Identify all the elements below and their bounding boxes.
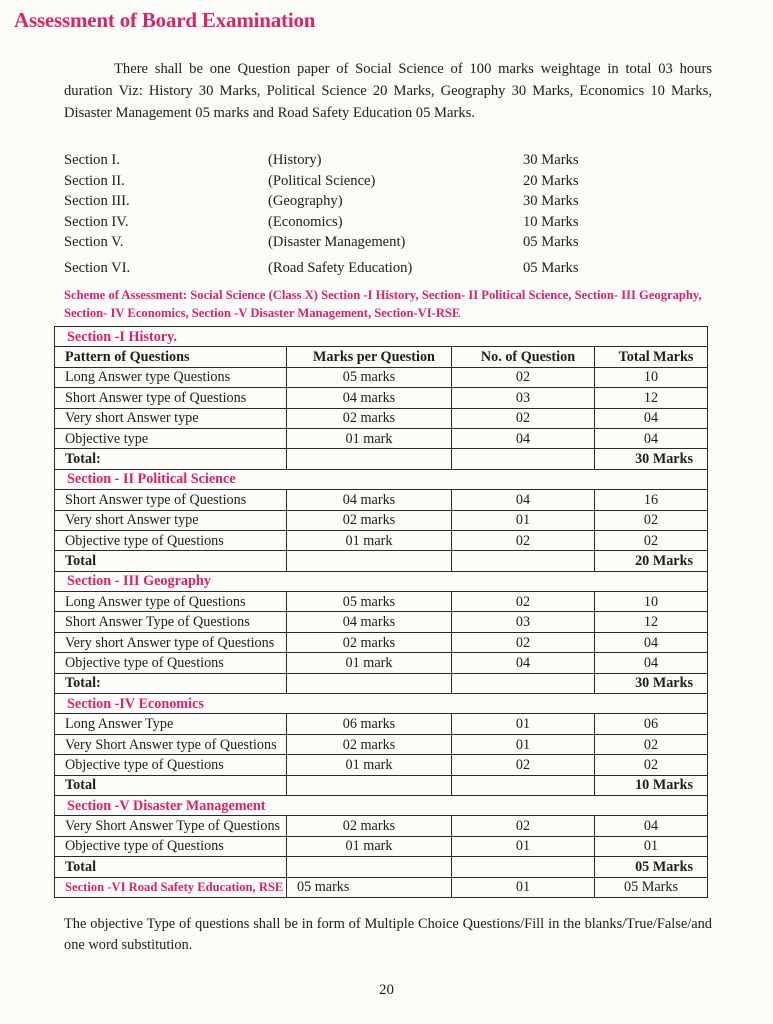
table-row xyxy=(55,816,708,836)
section-row xyxy=(64,193,624,214)
cell: 12 xyxy=(595,612,708,632)
cell: 04 xyxy=(595,408,708,428)
total-label: Total xyxy=(55,775,287,795)
cell: 01 mark xyxy=(287,530,452,550)
cell: 06 marks xyxy=(287,714,452,734)
section-name: Section IV. xyxy=(64,213,129,230)
total-label: Total xyxy=(55,857,287,877)
cell: 02 xyxy=(452,408,595,428)
total-row xyxy=(55,449,708,469)
cell: 05 marks xyxy=(287,367,452,387)
cell: Short Answer type of Questions xyxy=(55,490,287,510)
section-title-row xyxy=(55,795,708,815)
table-row xyxy=(55,592,708,612)
cell: 04 xyxy=(452,490,595,510)
cell xyxy=(287,551,452,571)
total-value: 20 Marks xyxy=(595,551,708,571)
section-title: Section - III Geography xyxy=(55,571,708,591)
table-row xyxy=(55,877,708,897)
section-row xyxy=(64,260,624,281)
page-number: 20 xyxy=(379,982,394,998)
section-subject: (Geography) xyxy=(268,193,343,209)
cell xyxy=(287,775,452,795)
cell: Very Short Answer Type of Questions xyxy=(55,816,287,836)
cell: 02 marks xyxy=(287,510,452,530)
intro-text: There shall be one Question paper of Social Science of 100 marks weightage in total 03 hours duration Viz: History 30 Marks, Political Science 20 Marks, Geography 30 Marks, Economics 10 Marks, Disaster Management 05 marks and Road Safety Education 05 Marks. xyxy=(64,61,712,121)
section-row xyxy=(64,152,624,173)
section-marks: 30 Marks xyxy=(523,193,579,209)
intro-paragraph xyxy=(64,58,712,124)
cell: 02 marks xyxy=(287,408,452,428)
cell: 05 Marks xyxy=(595,877,708,897)
table-row xyxy=(55,388,708,408)
marks-table xyxy=(54,326,708,898)
section-subject: (Economics) xyxy=(268,213,343,230)
cell xyxy=(452,449,595,469)
cell xyxy=(452,673,595,693)
cell: 04 xyxy=(595,632,708,652)
section-title-row xyxy=(55,469,708,489)
section-row xyxy=(64,173,624,194)
column-header: Pattern of Questions xyxy=(55,347,287,367)
section-name: Section III. xyxy=(64,193,130,209)
cell xyxy=(287,449,452,469)
table-row xyxy=(55,836,708,856)
table-row xyxy=(55,734,708,754)
cell xyxy=(452,551,595,571)
cell: 02 xyxy=(595,755,708,775)
section-list xyxy=(64,152,624,280)
cell: 05 marks xyxy=(287,877,452,897)
footnote: The objective Type of questions shall be in form of Multiple Choice Questions/Fill in the blanks/True/False/and one word substitution. xyxy=(64,916,712,953)
cell: Objective type of Questions xyxy=(55,653,287,673)
total-label: Total xyxy=(55,551,287,571)
cell: 02 marks xyxy=(287,816,452,836)
total-row xyxy=(55,857,708,877)
table-row xyxy=(55,612,708,632)
cell: 04 marks xyxy=(287,490,452,510)
section-title-row xyxy=(55,694,708,714)
cell: 02 xyxy=(452,592,595,612)
cell: 02 xyxy=(595,530,708,550)
cell: Very short Answer type xyxy=(55,510,287,530)
table-row xyxy=(55,367,708,387)
cell xyxy=(287,673,452,693)
section-name: Section VI. xyxy=(64,259,131,276)
total-row xyxy=(55,673,708,693)
section-title: Section - II Political Science xyxy=(55,469,708,489)
cell: 02 marks xyxy=(287,632,452,652)
section-subject: (History) xyxy=(268,152,322,168)
section-marks: 20 Marks xyxy=(523,172,579,189)
cell: 02 xyxy=(452,632,595,652)
cell: 03 xyxy=(452,388,595,408)
section-title-row xyxy=(55,571,708,591)
cell: Very short Answer type of Questions xyxy=(55,632,287,652)
cell: 01 mark xyxy=(287,653,452,673)
column-header: Marks per Question xyxy=(287,347,452,367)
cell: Long Answer Type xyxy=(55,714,287,734)
section-subject: (Road Safety Education) xyxy=(268,259,413,276)
table-row xyxy=(55,653,708,673)
cell: 01 mark xyxy=(287,428,452,448)
cell: Objective type of Questions xyxy=(55,530,287,550)
section-title: Section -VI Road Safety Education, RSE xyxy=(55,877,287,897)
total-label: Total: xyxy=(55,449,287,469)
cell: 01 mark xyxy=(287,836,452,856)
section-title-row xyxy=(55,327,708,347)
cell: 10 xyxy=(595,592,708,612)
total-value: 30 Marks xyxy=(595,673,708,693)
cell: Short Answer type of Questions xyxy=(55,388,287,408)
cell: 16 xyxy=(595,490,708,510)
cell: 12 xyxy=(595,388,708,408)
cell: Objective type of Questions xyxy=(55,836,287,856)
cell: Very short Answer type xyxy=(55,408,287,428)
table-row xyxy=(55,428,708,448)
cell: 06 xyxy=(595,714,708,734)
section-name: Section II. xyxy=(64,172,125,189)
table-row xyxy=(55,714,708,734)
cell xyxy=(452,775,595,795)
section-row xyxy=(64,234,624,255)
cell: 04 marks xyxy=(287,388,452,408)
table-row xyxy=(55,510,708,530)
column-header: Total Marks xyxy=(595,347,708,367)
cell: Very Short Answer type of Questions xyxy=(55,734,287,754)
total-row xyxy=(55,551,708,571)
cell: 10 xyxy=(595,367,708,387)
section-marks: 05 Marks xyxy=(523,259,579,276)
table-row xyxy=(55,755,708,775)
cell: 04 xyxy=(595,653,708,673)
cell: 03 xyxy=(452,612,595,632)
section-subject: (Disaster Management) xyxy=(268,234,406,250)
cell: 04 xyxy=(595,816,708,836)
section-title: Section -V Disaster Management xyxy=(55,795,708,815)
cell xyxy=(452,857,595,877)
cell: 02 xyxy=(452,755,595,775)
cell: 01 xyxy=(452,734,595,754)
section-name: Section V. xyxy=(64,234,124,250)
section-title: Section -IV Economics xyxy=(55,694,708,714)
total-value: 10 Marks xyxy=(595,775,708,795)
cell: 02 xyxy=(452,816,595,836)
cell: 02 xyxy=(595,734,708,754)
cell: Objective type xyxy=(55,428,287,448)
cell xyxy=(287,857,452,877)
table-header-row xyxy=(55,347,708,367)
page-title: Assessment of Board Examination xyxy=(14,8,316,32)
total-value: 30 Marks xyxy=(595,449,708,469)
scheme-heading: Scheme of Assessment: Social Science (Class X) Section -I History, Section- II Political Science, Section- III Geography, Section- IV Economics, Section -V Disaster Management, Section-VI-RSE xyxy=(64,288,702,320)
cell: 01 mark xyxy=(287,755,452,775)
total-value: 05 Marks xyxy=(595,857,708,877)
cell: 04 xyxy=(595,428,708,448)
table-row xyxy=(55,632,708,652)
section-marks: 30 Marks xyxy=(523,152,579,168)
section-marks: 05 Marks xyxy=(523,234,579,250)
cell: 02 xyxy=(452,367,595,387)
cell: 02 xyxy=(595,510,708,530)
cell: 01 xyxy=(452,510,595,530)
cell: Short Answer Type of Questions xyxy=(55,612,287,632)
cell: 01 xyxy=(595,836,708,856)
cell: Long Answer type Questions xyxy=(55,367,287,387)
cell: 02 xyxy=(452,530,595,550)
cell: 02 marks xyxy=(287,734,452,754)
table-row xyxy=(55,530,708,550)
cell: 01 xyxy=(452,836,595,856)
cell: 04 xyxy=(452,428,595,448)
column-header: No. of Question xyxy=(452,347,595,367)
cell: 04 xyxy=(452,653,595,673)
table-row xyxy=(55,490,708,510)
total-label: Total: xyxy=(55,673,287,693)
section-subject: (Political Science) xyxy=(268,172,376,189)
cell: 01 xyxy=(452,877,595,897)
section-marks: 10 Marks xyxy=(523,213,579,230)
cell: Objective type of Questions xyxy=(55,755,287,775)
cell: 05 marks xyxy=(287,592,452,612)
section-title: Section -I History. xyxy=(55,327,708,347)
section-row xyxy=(64,214,624,235)
cell: 01 xyxy=(452,714,595,734)
total-row xyxy=(55,775,708,795)
cell: 04 marks xyxy=(287,612,452,632)
table-row xyxy=(55,408,708,428)
cell: Long Answer type of Questions xyxy=(55,592,287,612)
section-name: Section I. xyxy=(64,152,120,168)
